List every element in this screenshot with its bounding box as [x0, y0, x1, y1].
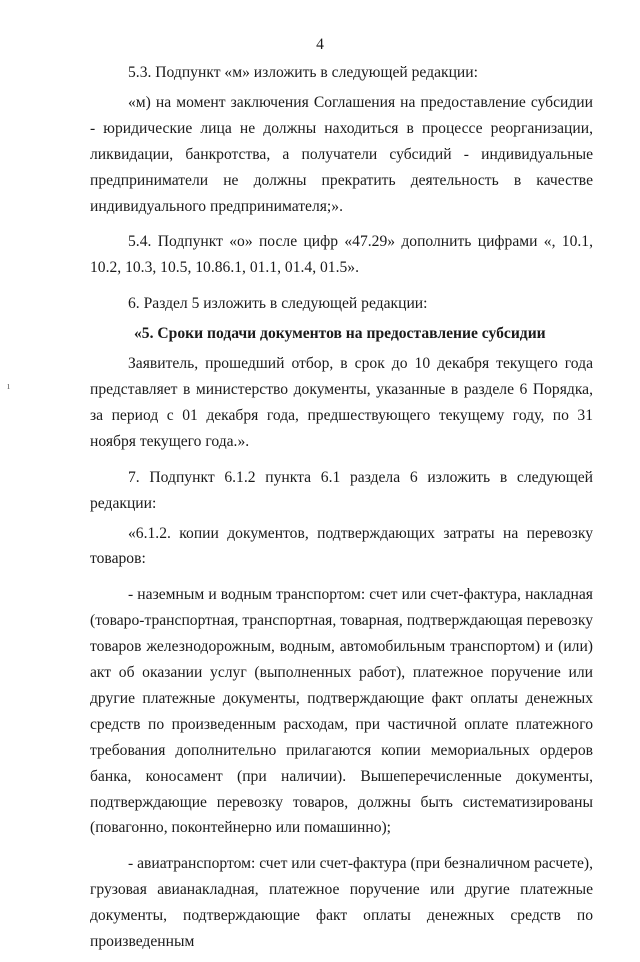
- paragraph-air-transport: - авиатранспортом: счет или счет-фактура (при безналичном расчете), грузовая авианакладная, платежное поручение или другие платежные документы, подтверждающие факт оплаты денежных средств по произведенным: [90, 855, 593, 951]
- paragraph-ground-water-transport: - наземным и водным транспортом: счет или счет-фактура, накладная (товаро-транспортная, транспортная, товарная, подтверждающая перевозку товаров железнодорожным, водным, автомобильным транспортом) и (или) акт об оказании услуг (выполненных работ), платежное поручение или другие платежные документы, подтверждающие факт оплаты денежных средств по произведенным расходам, при частичной оплате платежного требования дополнительно прилагаются копии мемориальных ордеров банка, коносамент (при наличии). Вышеперечисленные документы, подтверждающие перевозку товаров, должны быть систематизированы (повагонно, поконтейнерно или помашинно);: [90, 586, 593, 837]
- page-number: 4: [316, 36, 324, 53]
- paragraph-m-clause: «м) на момент заключения Соглашения на предоставление субсидии - юридические лица не должны находиться в процессе реорганизации, ликвидации, банкротства, а получатели субсидий - индивидуальные предприниматели не должны прекратить деятельность в качестве индивидуального предпринимателя;».: [90, 93, 593, 215]
- paragraph-6: 6. Раздел 5 изложить в следующей редакции:: [128, 295, 428, 313]
- section-5-heading: «5. Сроки подачи документов на предоставление субсидии: [134, 325, 546, 343]
- paragraph-applicant: Заявитель, прошедший отбор, в срок до 10 декабря текущего года представляет в министерство документы, указанные в разделе 6 Порядка, за период с 01 декабря года, предшествующего текущему году, по 31 ноября текущего года.».: [90, 355, 593, 450]
- paragraph-7: 7. Подпункт 6.1.2 пункта 6.1 раздела 6 изложить в следующей редакции:: [90, 468, 593, 512]
- margin-mark: ı: [7, 380, 11, 392]
- paragraph-6-1-2: «6.1.2. копии документов, подтверждающих затраты на перевозку товаров:: [90, 524, 593, 568]
- paragraph-5-3: 5.3. Подпункт «м» изложить в следующей редакции:: [128, 64, 478, 81]
- document-body: [90, 60, 593, 962]
- paragraph-5-4: 5.4. Подпункт «о» после цифр «47.29» дополнить цифрами «, 10.1, 10.2, 10.3, 10.5, 10.86.1, 01.1, 01.4, 01.5».: [90, 233, 593, 277]
